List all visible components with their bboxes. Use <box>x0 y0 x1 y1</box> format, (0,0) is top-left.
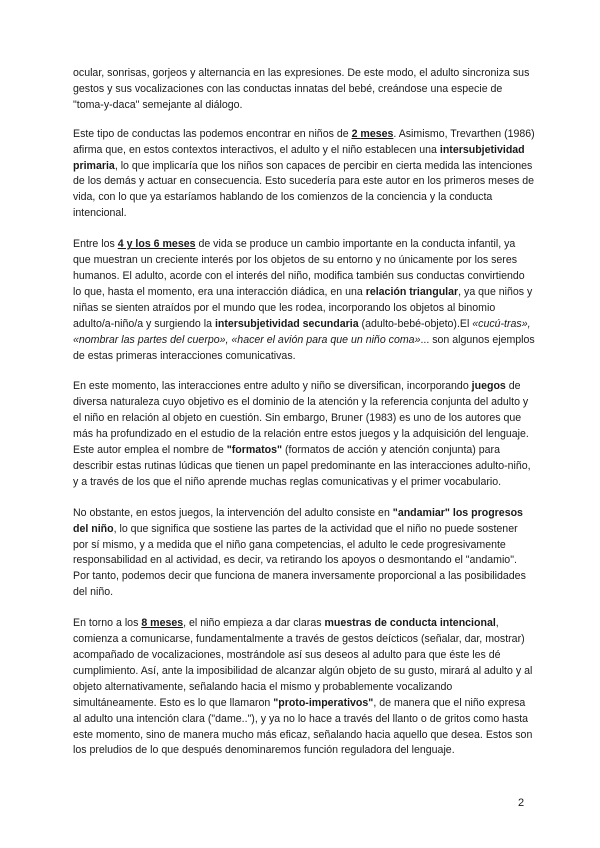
age-highlight: 2 meses <box>351 127 394 140</box>
paragraph-text: , ya que niños y niñas se sienten atraídos por el mundo que les rodea, incorporando los objetos al binomio adulto/a-niño/a y surgiendo la <box>73 285 533 330</box>
paragraph-text: ocular, sonrisas, gorjeos y alternancia en las expresiones. De este modo, el adulto sincroniza sus gestos y sus vocalizaciones con las conductas innatas del bebé, creándose una especie de "toma-y-daca" semejante al diálogo. <box>73 67 530 111</box>
key-term: relación triangular <box>365 285 459 298</box>
key-term: "proto-imperativos" <box>273 696 374 709</box>
paragraph-text: (adulto-bebé-objeto).El <box>358 317 473 330</box>
paragraph-text: , lo que significa que sostiene las partes de la actividad que el niño no puede sostener por sí mismo, y a medida que el niño gana competencias, el adulto le cede progresivamente responsabilidad en al actividad, es decir, va retirando los apoyos o desmontando el "andamio". Por tanto, podemos decir que funciona de manera inversamente proporcional a las posibilidades del niño. <box>73 522 526 599</box>
paragraph-3 <box>73 237 535 364</box>
page-number: 2 <box>518 797 525 809</box>
age-highlight: 8 meses <box>141 617 184 630</box>
paragraph-text: , lo que implicaría que los niños son capaces de percibir en cierta medida las intenciones de los demás y actuar en consecuencia. Esto sucedería para este autor en los primeros meses de vida, con lo que ya estaríamos hablando de los comienzos de la conciencia y la conducta intencional. <box>73 159 535 220</box>
paragraph-4 <box>73 379 535 490</box>
paragraph-text: ... son algunos ejemplos de estas primeras interacciones comunicativas. <box>73 333 535 362</box>
paragraph-2 <box>73 127 535 222</box>
paragraph-text: Este tipo de conductas las podemos encontrar en niños de <box>73 127 352 140</box>
paragraph-text: , de manera que el niño expresa al adulto una intención clara ("dame.."), y ya no lo hace a través del llanto o de gritos como hasta este momento, sino de manera mucho más eficaz, señalando hacia aquello que desea. Estos son los preludios de lo que después denominaremos función reguladora del lenguaje. <box>73 696 533 757</box>
paragraph-text: . Asimismo, Trevarthen (1986) afirma que, en estos contextos interactivos, el adulto y el niño establecen una <box>73 127 535 156</box>
paragraph-text: En este momento, las interacciones entre adulto y niño se diversifican, incorporando <box>73 380 472 393</box>
paragraph-text: , el niño empieza a dar claras <box>183 617 325 630</box>
document-body <box>73 66 535 774</box>
paragraph-text: No obstante, en estos juegos, la intervención del adulto consiste en <box>73 506 393 519</box>
paragraph-6 <box>73 616 535 759</box>
paragraph-text: de diversa naturaleza cuyo objetivo es el dominio de la atención y la referencia conjunta del adulto y el niño en relación al objeto en cuestión. Sin embargo, Bruner (1983) es uno de los autores que más ha profundizado en el estudio de la relación entre estos juegos y la adquisición del lenguaje. Este autor emplea el nombre de <box>73 380 529 457</box>
key-term: juegos <box>471 380 506 393</box>
key-term: intersubjetividad secundaria <box>214 317 359 330</box>
paragraph-1 <box>73 66 535 114</box>
paragraph-text: de vida se produce un cambio importante en la conducta infantil, ya que muestran un creciente interés por los objetos de su entorno y no únicamente por los seres humanos. El adulto, acorde con el interés del niño, modifica también sus conductas convirtiendo lo que, hasta el momento, era una interacción diádica, en una <box>73 238 525 298</box>
key-term: intersubjetividad primaria <box>73 143 525 172</box>
examples-italic: «cucú-tras», «nombrar las partes del cuerpo», «hacer el avión para que un niño coma» <box>73 317 531 346</box>
paragraph-text: En torno a los <box>73 617 142 630</box>
paragraph-text: Entre los <box>73 238 118 251</box>
paragraph-text: , comienza a comunicarse, fundamentalmente a través de gestos deícticos (señalar, dar, mostrar) acompañado de vocalizaciones, mostrándole así sus deseos al adulto para que éste les dé cumplimiento. Así, ante la imposibilidad de alcanzar algún objeto de su gusto, mirará al adulto y al objeto alternativamente, señalando hacia el mismo y probablemente vocalizando simultáneamente. Esto es lo que llamaron <box>73 617 533 709</box>
key-term: "formatos" <box>226 444 283 457</box>
age-highlight: 4 y los 6 meses <box>117 238 196 251</box>
paragraph-text: (formatos de acción y atención conjunta) para describir estas rutinas lúdicas que tienen un papel predominante en las interacciones adulto-niño, y a través de los que el niño aprende muchas reglas comunicativas y el primer vocabulario. <box>73 444 531 488</box>
key-term: muestras de conducta intencional <box>324 617 496 630</box>
key-term: "andamiar" los progresos del niño <box>73 506 523 535</box>
paragraph-5 <box>73 506 535 601</box>
